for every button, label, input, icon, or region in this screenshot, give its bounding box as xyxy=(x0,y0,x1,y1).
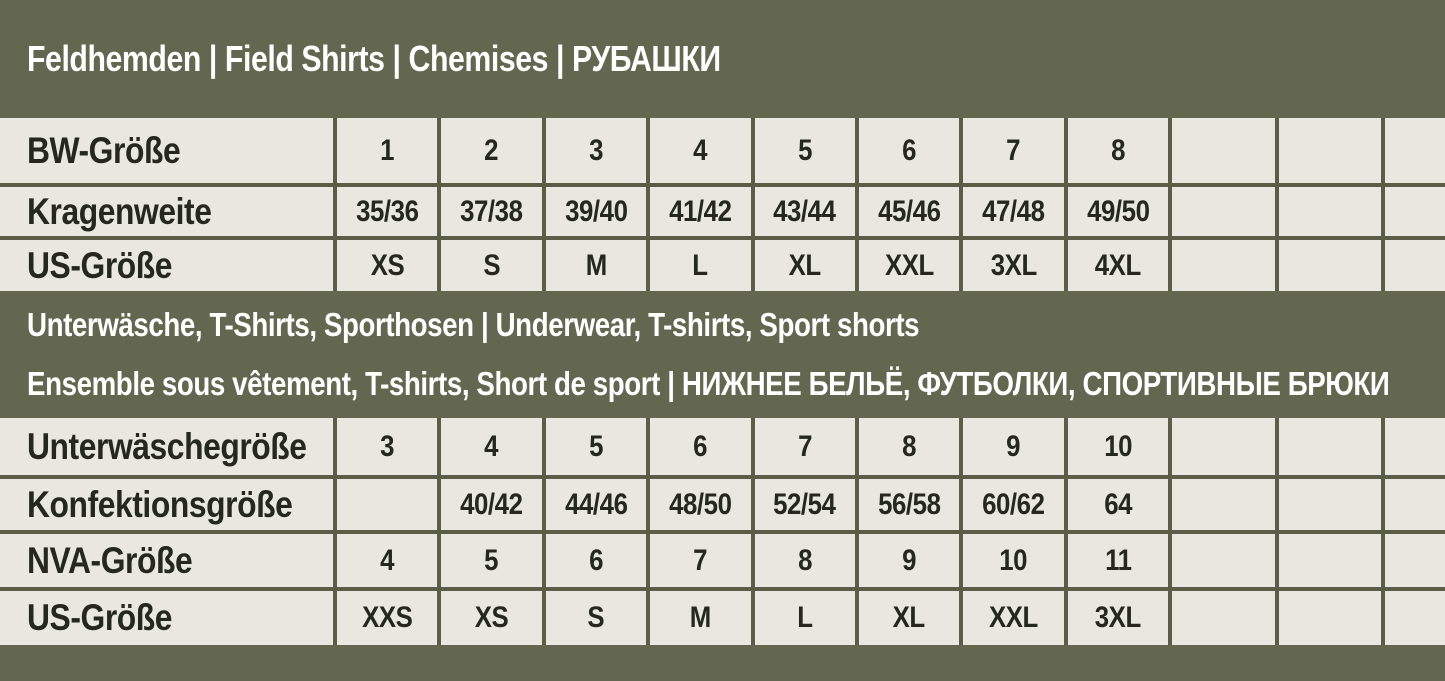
table-cell xyxy=(1385,187,1445,236)
table-cell xyxy=(441,479,541,530)
table-cell xyxy=(1385,240,1445,291)
table-cell xyxy=(1172,418,1275,475)
table-cell-text: 49/50 xyxy=(1086,194,1150,228)
table-cell-text: 4 xyxy=(693,133,708,167)
table-cell-text: M xyxy=(585,248,607,282)
table-cell xyxy=(650,418,750,475)
table-cell xyxy=(546,591,646,645)
row-label-text: US-Größe xyxy=(27,244,173,286)
table-cell xyxy=(1172,534,1275,587)
table-cell xyxy=(859,187,959,236)
table-cell xyxy=(1385,418,1445,475)
table-cell-text: 5 xyxy=(797,133,812,167)
table-cell xyxy=(1172,479,1275,530)
table-cell-text: 3 xyxy=(380,429,395,463)
section1-header xyxy=(0,0,1445,118)
table-cell xyxy=(1279,591,1382,645)
table-cell xyxy=(1279,534,1382,587)
table-cell xyxy=(1279,187,1382,236)
row-label xyxy=(0,479,333,530)
table-cell-text: 41/42 xyxy=(669,194,732,228)
table-cell xyxy=(546,118,646,183)
table-cell-text: 7 xyxy=(693,543,708,577)
table-cell-text: 37/38 xyxy=(460,194,523,228)
table-cell-text: XS xyxy=(474,601,509,634)
table-cell-text: 7 xyxy=(797,429,812,463)
bottom-margin xyxy=(0,645,1445,681)
table-cell xyxy=(755,591,855,645)
table-cell-text: 10 xyxy=(999,543,1028,577)
table-cell xyxy=(546,240,646,291)
table-cell-text: L xyxy=(692,248,709,282)
table-cell xyxy=(963,479,1063,530)
table-cell-text: 44/46 xyxy=(564,487,628,521)
table-cell xyxy=(650,591,750,645)
row-label xyxy=(0,534,333,587)
table-cell xyxy=(859,418,959,475)
row-label xyxy=(0,591,333,645)
table-cell-text: 60/62 xyxy=(982,487,1045,521)
table-cell xyxy=(441,534,541,587)
table-cell xyxy=(859,479,959,530)
table-cell xyxy=(546,479,646,530)
table-cell xyxy=(441,187,541,236)
table-cell-text: 4 xyxy=(380,543,395,577)
table-cell-text: 6 xyxy=(589,543,603,577)
section2-header xyxy=(0,291,1445,418)
table-cell-text: 43/44 xyxy=(773,194,836,228)
table-cell-text: 40/42 xyxy=(460,487,523,521)
table-cell-text: 45/46 xyxy=(877,194,941,228)
table-cell-text: 35/36 xyxy=(355,194,419,228)
table-cell xyxy=(337,187,437,236)
table-cell-text: 3XL xyxy=(990,248,1037,282)
table-cell-text: 64 xyxy=(1104,487,1132,521)
table-cell-text: 39/40 xyxy=(564,194,628,228)
table-cell-text: 48/50 xyxy=(669,487,732,521)
table-cell xyxy=(1385,591,1445,645)
row-label-text: US-Größe xyxy=(27,597,173,638)
table-cell xyxy=(1279,418,1382,475)
table-cell xyxy=(1068,240,1168,291)
table-cell xyxy=(1172,591,1275,645)
table-cell-text: 8 xyxy=(902,429,917,463)
table-cell xyxy=(755,187,855,236)
table-cell-text: S xyxy=(483,248,500,282)
table-cell-text: 4XL xyxy=(1094,248,1141,282)
table-cell-text: 6 xyxy=(902,133,917,167)
section1-title: Feldhemden | Field Shirts | Chemises | РУБАШКИ xyxy=(27,38,721,79)
table-cell xyxy=(859,534,959,587)
table-cell xyxy=(650,240,750,291)
table-cell-text: 10 xyxy=(1104,429,1132,463)
section2-title-line1: Unterwäsche, T-Shirts, Sporthosen | Underwear, T-shirts, Sport shorts xyxy=(27,306,920,343)
table-cell xyxy=(441,591,541,645)
row-label xyxy=(0,118,333,183)
table-cell xyxy=(337,418,437,475)
field-shirts-size-table xyxy=(0,118,1445,291)
table-cell-text: 8 xyxy=(1110,133,1125,167)
table-cell xyxy=(755,534,855,587)
table-cell-text: 2 xyxy=(484,133,499,167)
table-cell xyxy=(755,118,855,183)
table-cell-text: XS xyxy=(370,248,404,282)
row-label xyxy=(0,187,333,236)
table-cell-text: 56/58 xyxy=(877,487,941,521)
table-cell xyxy=(963,534,1063,587)
table-cell xyxy=(1385,479,1445,530)
table-cell xyxy=(859,240,959,291)
table-cell-text: M xyxy=(689,601,711,634)
table-cell-text: 9 xyxy=(1006,429,1021,463)
table-cell xyxy=(650,187,750,236)
table-cell-text: 6 xyxy=(693,429,708,463)
table-cell xyxy=(1279,479,1382,530)
table-cell xyxy=(755,240,855,291)
table-cell-text: 8 xyxy=(797,543,812,577)
table-cell-text: 3XL xyxy=(1094,601,1141,634)
table-cell-text: 7 xyxy=(1006,133,1021,167)
table-cell-text: 1 xyxy=(380,133,395,167)
table-cell xyxy=(755,418,855,475)
table-cell-text: XL xyxy=(893,601,926,634)
row-label xyxy=(0,418,333,475)
table-cell xyxy=(755,479,855,530)
table-cell xyxy=(859,591,959,645)
table-cell xyxy=(1068,418,1168,475)
underwear-size-table xyxy=(0,418,1445,645)
table-cell-text: XXL xyxy=(989,601,1038,634)
row-label-text: BW-Größe xyxy=(27,129,181,171)
section2-title-line2: Ensemble sous vêtement, T-shirts, Short de sport | НИЖНЕЕ БЕЛЬЁ, ФУТБОЛКИ, СПОРТИВНЫЕ БРЮКИ xyxy=(27,365,1390,402)
table-cell xyxy=(337,591,437,645)
table-cell xyxy=(650,118,750,183)
table-cell xyxy=(1068,187,1168,236)
table-cell xyxy=(546,418,646,475)
table-cell xyxy=(1385,534,1445,587)
table-cell xyxy=(963,240,1063,291)
table-cell xyxy=(1172,240,1275,291)
table-cell xyxy=(1172,118,1275,183)
table-cell xyxy=(337,240,437,291)
table-cell xyxy=(337,118,437,183)
table-cell xyxy=(1279,118,1382,183)
table-cell-text: 11 xyxy=(1104,543,1132,577)
table-cell-text: 9 xyxy=(902,543,917,577)
table-cell-text: 5 xyxy=(484,543,499,577)
row-label-text: Unterwäschegröße xyxy=(27,425,307,467)
table-cell xyxy=(441,118,541,183)
table-cell-text: XXL xyxy=(884,248,934,282)
table-cell-text: 47/48 xyxy=(982,194,1045,228)
row-label-text: Konfektionsgröße xyxy=(27,483,293,525)
table-cell xyxy=(1068,534,1168,587)
table-cell xyxy=(337,534,437,587)
table-cell-text: 52/54 xyxy=(773,487,836,521)
table-cell xyxy=(546,187,646,236)
table-cell xyxy=(859,118,959,183)
table-cell xyxy=(963,418,1063,475)
row-label-text: Kragenweite xyxy=(27,190,212,232)
table-cell-text: 3 xyxy=(589,133,603,167)
row-label-text: NVA-Größe xyxy=(27,539,193,581)
table-cell xyxy=(441,418,541,475)
table-cell xyxy=(1385,118,1445,183)
table-cell xyxy=(1068,591,1168,645)
table-cell xyxy=(963,591,1063,645)
table-cell xyxy=(546,534,646,587)
table-cell-text: 5 xyxy=(589,429,603,463)
table-cell xyxy=(1068,479,1168,530)
table-cell xyxy=(650,534,750,587)
table-cell xyxy=(337,479,437,530)
table-cell-text: XL xyxy=(788,248,821,282)
table-cell xyxy=(963,118,1063,183)
row-label xyxy=(0,240,333,291)
table-cell xyxy=(650,479,750,530)
table-cell-text: XXS xyxy=(362,601,413,634)
table-cell-text: L xyxy=(797,601,813,634)
table-cell-text: 4 xyxy=(484,429,499,463)
table-cell xyxy=(441,240,541,291)
table-cell xyxy=(963,187,1063,236)
table-cell-text: S xyxy=(587,601,605,634)
table-cell xyxy=(1279,240,1382,291)
table-cell xyxy=(1172,187,1275,236)
table-cell xyxy=(1068,118,1168,183)
